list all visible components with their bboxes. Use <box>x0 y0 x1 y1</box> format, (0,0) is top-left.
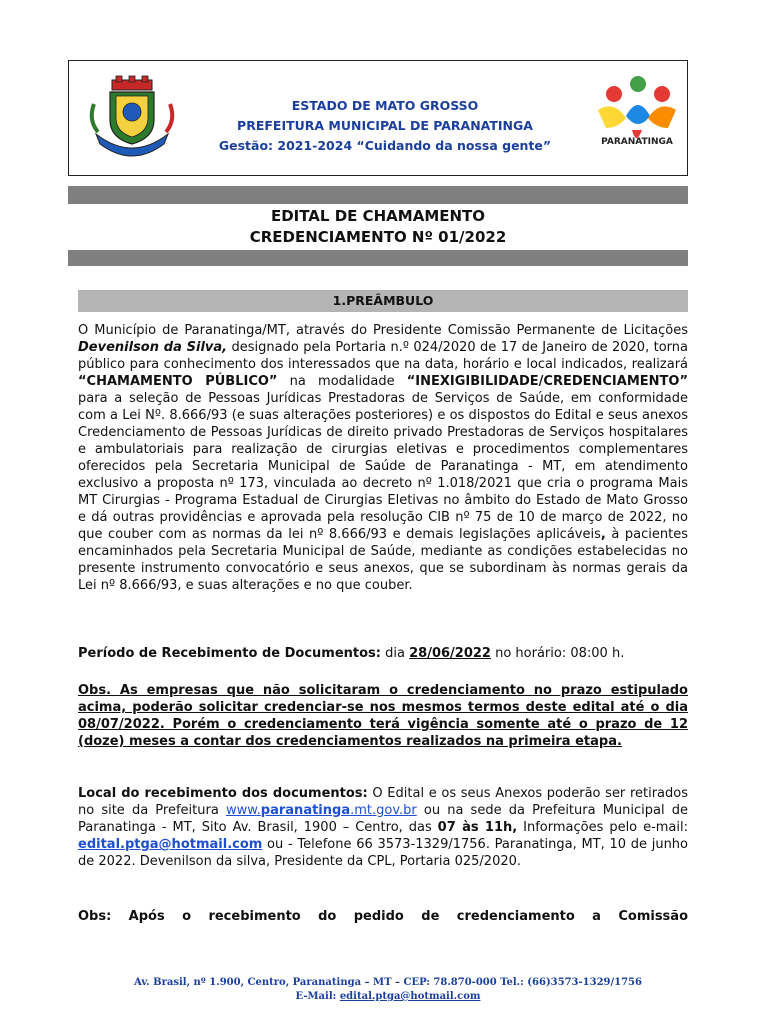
paranatinga-logo-icon <box>592 70 682 160</box>
location-label: Local do recebimento dos documentos: <box>78 786 368 801</box>
public-call-label: “CHAMAMENTO PÚBLICO” <box>78 374 278 389</box>
after-receipt-note: Obs: Após o recebimento do pedido de credenciamento a Comissão <box>78 909 688 924</box>
footer-address: Av. Brasil, nº 1.900, Centro, Paranatinga – MT – CEP: 78.870-000 Tel.: (66)3573-1329/1756 <box>134 977 642 988</box>
preamble-paragraph: O Município de Paranatinga/MT, através do Presidente Comissão Permanente de Licitações Devenilson da Silva, designado pela Portaria n.º 024/2020 de 17 de Janeiro de 2020, torna público para conhecimento dos interessados que na data, horário e local indicados, realizará “CHAMAMENTO PÚBLICO” na modalidade “INEXIGIBILIDADE/CREDENCIAMENTO” para a seleção de Pessoas Jurídicas Prestadoras de Serviços de Saúde, em conformidade com a Lei Nº. 8.666/93 (e suas alterações posteriores) e os dispostos do Edital e seus anexos Credenciamento de Pessoas Jurídicas de direito privado Prestadoras de Serviços hospitalares e ambulatoriais para realização de cirurgias eletivas e procedimentos complementares oferecidos pela Secretaria Municipal de Saúde de Paranatinga - MT, em atendimento exclusivo a proposta nº 173, vinculada ao decreto nº 1.018/2021 que cria o programa Mais MT Cirurgias - Programa Estadual de Cirurgias Eletivas no âmbito do Estado de Mato Grosso e dá outras providências e aprovada pela resolução CIB nº 75 de 10 de março de 2022, no que couber com as normas da lei nº 8.666/93 e demais legislações aplicáveis, à pacientes encaminhados pela Secretaria Municipal de Saúde, mediante as condições estabelecidas no presente instrumento convocatório e seus anexos, que se subordinam às normas gerais da Lei nº 8.666/93, e suas alterações e no que couber. <box>78 323 688 593</box>
contact-email-link[interactable]: edital.ptga@hotmail.com <box>78 837 263 852</box>
logo-text: PARANATINGA <box>601 137 673 147</box>
section-heading: 1.PREÂMBULO <box>78 290 688 312</box>
letterhead-text <box>178 96 592 156</box>
late-credential-note: Obs. As empresas que não solicitaram o credenciamento no prazo estipulado acima, poderão solicitar credenciar-se nos mesmos termos deste edital até o dia 08/07/2022. Porém o credenciamento terá vigência somente até o prazo de 12 (doze) meses a contar dos credenciamentos realizados na primeira etapa. <box>78 683 688 749</box>
period-date: 28/06/2022 <box>409 646 491 661</box>
footer-email-line: E-Mail: edital.ptga@hotmail.com <box>295 991 481 1002</box>
state-name: ESTADO DE MATO GROSSO <box>291 98 479 113</box>
title-line-1: EDITAL DE CHAMAMENTO <box>270 207 486 225</box>
receipt-period: Período de Recebimento de Documentos: dia 28/06/2022 no horário: 08:00 h. <box>78 646 625 661</box>
title-line-2: CREDENCIAMENTO Nº 01/2022 <box>249 228 507 246</box>
page-footer <box>68 976 708 1004</box>
modality-label: “INEXIGIBILIDADE/CREDENCIAMENTO” <box>406 374 688 389</box>
opening-hours: 07 às 11h, <box>437 820 518 835</box>
footer-email-link[interactable]: edital.ptga@hotmail.com <box>339 991 481 1002</box>
president-name: Devenilson da Silva, <box>78 340 228 355</box>
period-label: Período de Recebimento de Documentos: <box>78 646 381 661</box>
municipal-crest-icon <box>86 74 178 164</box>
administration-slogan: Gestão: 2021-2024 “Cuidando da nossa gente” <box>218 138 552 153</box>
documents-location: Local do recebimento dos documentos: O Edital e os seus Anexos poderão ser retirados no site da Prefeitura www.paranatinga.mt.gov.br ou na sede da Prefeitura Municipal de Paranatinga - MT, Sito Av. Brasil, 1900 – Centro, das 07 às 11h, Informações pelo e-mail: edital.ptga@hotmail.com ou - Telefone 66 3573-1329/1756. Paranatinga, MT, 10 de junho de 2022. Devenilson da silva, Presidente da CPL, Portaria 025/2020. <box>78 786 689 869</box>
title-bottom-bar <box>68 250 688 266</box>
document-title <box>68 206 688 248</box>
city-website-link[interactable]: www.paranatinga.mt.gov.br <box>225 803 417 818</box>
city-hall-name: PREFEITURA MUNICIPAL DE PARANATINGA <box>237 118 533 133</box>
title-top-bar <box>68 186 688 204</box>
